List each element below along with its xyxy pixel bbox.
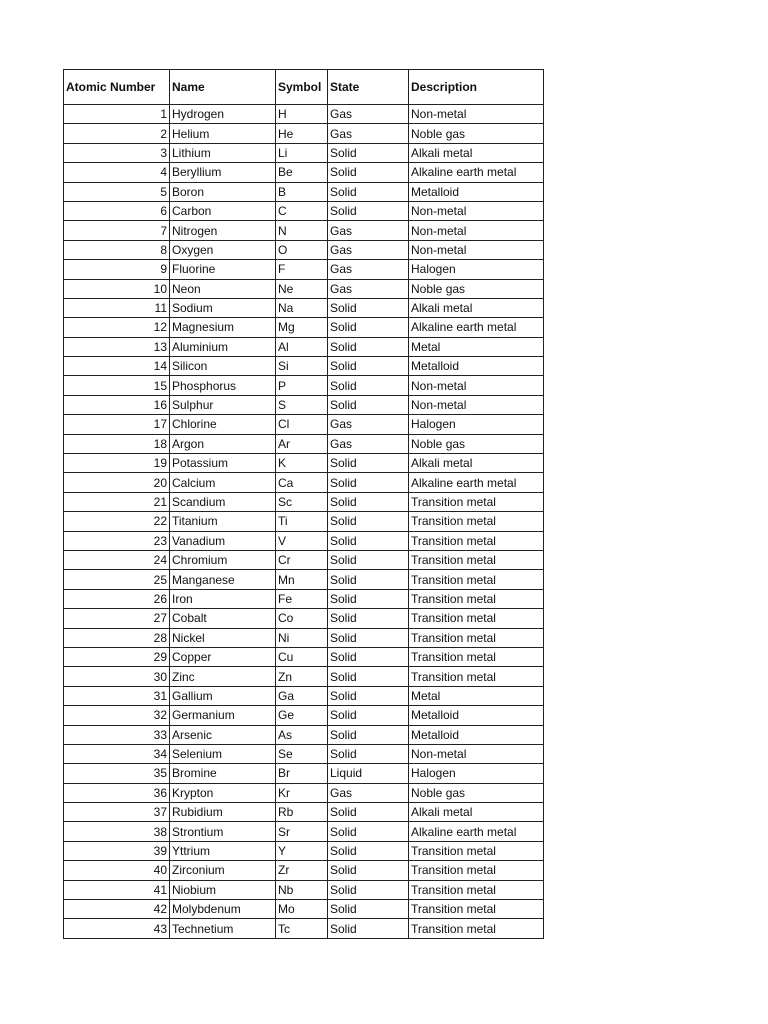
atomic-number-cell: 36 [64, 783, 170, 802]
description-cell: Transition metal [409, 512, 544, 531]
state-cell: Gas [328, 124, 409, 143]
table-row [64, 609, 544, 628]
table-row [64, 647, 544, 666]
table-row [64, 143, 544, 162]
atomic-number-cell: 22 [64, 512, 170, 531]
state-cell: Solid [328, 861, 409, 880]
atomic-number-cell: 25 [64, 570, 170, 589]
name-cell: Sulphur [170, 395, 276, 414]
description-cell: Transition metal [409, 609, 544, 628]
description-cell: Metalloid [409, 357, 544, 376]
name-cell: Chromium [170, 550, 276, 569]
table-row [64, 434, 544, 453]
symbol-cell: B [276, 182, 328, 201]
atomic-number-cell: 6 [64, 201, 170, 220]
symbol-cell: Nb [276, 880, 328, 899]
atomic-number-cell: 15 [64, 376, 170, 395]
symbol-cell: C [276, 201, 328, 220]
symbol-cell: Sc [276, 492, 328, 511]
atomic-number-cell: 11 [64, 298, 170, 317]
table-row [64, 667, 544, 686]
name-cell: Hydrogen [170, 105, 276, 124]
description-cell: Transition metal [409, 900, 544, 919]
symbol-cell: S [276, 395, 328, 414]
description-cell: Metal [409, 337, 544, 356]
description-cell: Transition metal [409, 919, 544, 938]
name-cell: Cobalt [170, 609, 276, 628]
symbol-cell: Mn [276, 570, 328, 589]
name-cell: Copper [170, 647, 276, 666]
symbol-cell: Ge [276, 706, 328, 725]
description-cell: Transition metal [409, 550, 544, 569]
atomic-number-cell: 39 [64, 841, 170, 860]
table-row [64, 454, 544, 473]
symbol-cell: Ca [276, 473, 328, 492]
atomic-number-cell: 21 [64, 492, 170, 511]
symbol-cell: Mg [276, 318, 328, 337]
name-cell: Gallium [170, 686, 276, 705]
state-cell: Gas [328, 415, 409, 434]
description-cell: Noble gas [409, 124, 544, 143]
table-row [64, 764, 544, 783]
atomic-number-cell: 16 [64, 395, 170, 414]
atomic-number-cell: 12 [64, 318, 170, 337]
state-cell: Solid [328, 531, 409, 550]
description-cell: Transition metal [409, 880, 544, 899]
name-cell: Niobium [170, 880, 276, 899]
description-cell: Non-metal [409, 376, 544, 395]
description-cell: Transition metal [409, 531, 544, 550]
symbol-cell: Co [276, 609, 328, 628]
name-cell: Zinc [170, 667, 276, 686]
name-cell: Fluorine [170, 260, 276, 279]
table-header [64, 70, 544, 105]
symbol-cell: Tc [276, 919, 328, 938]
state-cell: Solid [328, 686, 409, 705]
state-cell: Solid [328, 803, 409, 822]
atomic-number-cell: 17 [64, 415, 170, 434]
symbol-cell: Br [276, 764, 328, 783]
name-cell: Calcium [170, 473, 276, 492]
atomic-number-cell: 27 [64, 609, 170, 628]
header-state: State [328, 70, 409, 105]
table-row [64, 531, 544, 550]
state-cell: Solid [328, 647, 409, 666]
symbol-cell: Y [276, 841, 328, 860]
state-cell: Solid [328, 473, 409, 492]
atomic-number-cell: 10 [64, 279, 170, 298]
name-cell: Silicon [170, 357, 276, 376]
description-cell: Metal [409, 686, 544, 705]
state-cell: Solid [328, 201, 409, 220]
name-cell: Vanadium [170, 531, 276, 550]
header-symbol: Symbol [276, 70, 328, 105]
symbol-cell: Li [276, 143, 328, 162]
name-cell: Scandium [170, 492, 276, 511]
symbol-cell: Be [276, 163, 328, 182]
description-cell: Alkaline earth metal [409, 163, 544, 182]
header-name: Name [170, 70, 276, 105]
table-row [64, 260, 544, 279]
table-row [64, 163, 544, 182]
atomic-number-cell: 28 [64, 628, 170, 647]
description-cell: Transition metal [409, 492, 544, 511]
atomic-number-cell: 20 [64, 473, 170, 492]
state-cell: Solid [328, 744, 409, 763]
name-cell: Lithium [170, 143, 276, 162]
symbol-cell: Cu [276, 647, 328, 666]
name-cell: Germanium [170, 706, 276, 725]
state-cell: Solid [328, 163, 409, 182]
description-cell: Metalloid [409, 182, 544, 201]
symbol-cell: O [276, 240, 328, 259]
state-cell: Solid [328, 667, 409, 686]
description-cell: Alkali metal [409, 803, 544, 822]
atomic-number-cell: 43 [64, 919, 170, 938]
symbol-cell: Ar [276, 434, 328, 453]
symbol-cell: Na [276, 298, 328, 317]
table-row [64, 744, 544, 763]
symbol-cell: Zr [276, 861, 328, 880]
state-cell: Gas [328, 434, 409, 453]
description-cell: Non-metal [409, 744, 544, 763]
table-row [64, 240, 544, 259]
symbol-cell: Ti [276, 512, 328, 531]
atomic-number-cell: 7 [64, 221, 170, 240]
header-atomic-number: Atomic Number [64, 70, 170, 105]
atomic-number-cell: 32 [64, 706, 170, 725]
table-row [64, 279, 544, 298]
symbol-cell: Cr [276, 550, 328, 569]
name-cell: Neon [170, 279, 276, 298]
symbol-cell: F [276, 260, 328, 279]
state-cell: Solid [328, 318, 409, 337]
table-row [64, 841, 544, 860]
symbol-cell: Mo [276, 900, 328, 919]
state-cell: Solid [328, 376, 409, 395]
state-cell: Solid [328, 609, 409, 628]
symbol-cell: Ga [276, 686, 328, 705]
state-cell: Solid [328, 337, 409, 356]
symbol-cell: Ne [276, 279, 328, 298]
description-cell: Transition metal [409, 628, 544, 647]
name-cell: Sodium [170, 298, 276, 317]
state-cell: Gas [328, 279, 409, 298]
table-row [64, 822, 544, 841]
name-cell: Rubidium [170, 803, 276, 822]
table-row [64, 221, 544, 240]
atomic-number-cell: 8 [64, 240, 170, 259]
atomic-number-cell: 24 [64, 550, 170, 569]
table-row [64, 628, 544, 647]
atomic-number-cell: 30 [64, 667, 170, 686]
state-cell: Solid [328, 492, 409, 511]
table-row [64, 124, 544, 143]
table-row [64, 880, 544, 899]
atomic-number-cell: 13 [64, 337, 170, 356]
state-cell: Solid [328, 880, 409, 899]
description-cell: Transition metal [409, 861, 544, 880]
atomic-number-cell: 18 [64, 434, 170, 453]
table-row [64, 725, 544, 744]
symbol-cell: P [276, 376, 328, 395]
header-description: Description [409, 70, 544, 105]
state-cell: Solid [328, 550, 409, 569]
state-cell: Solid [328, 454, 409, 473]
state-cell: Solid [328, 628, 409, 647]
table-row [64, 550, 544, 569]
state-cell: Solid [328, 589, 409, 608]
atomic-number-cell: 41 [64, 880, 170, 899]
name-cell: Boron [170, 182, 276, 201]
table-row [64, 376, 544, 395]
state-cell: Solid [328, 706, 409, 725]
table-row [64, 919, 544, 938]
state-cell: Solid [328, 900, 409, 919]
description-cell: Noble gas [409, 279, 544, 298]
name-cell: Aluminium [170, 337, 276, 356]
name-cell: Selenium [170, 744, 276, 763]
table-row [64, 105, 544, 124]
atomic-number-cell: 26 [64, 589, 170, 608]
table-row [64, 900, 544, 919]
description-cell: Transition metal [409, 570, 544, 589]
atomic-number-cell: 19 [64, 454, 170, 473]
state-cell: Solid [328, 357, 409, 376]
atomic-number-cell: 37 [64, 803, 170, 822]
state-cell: Solid [328, 182, 409, 201]
table-row [64, 298, 544, 317]
description-cell: Non-metal [409, 201, 544, 220]
description-cell: Metalloid [409, 706, 544, 725]
symbol-cell: Fe [276, 589, 328, 608]
name-cell: Magnesium [170, 318, 276, 337]
symbol-cell: Zn [276, 667, 328, 686]
name-cell: Titanium [170, 512, 276, 531]
symbol-cell: Rb [276, 803, 328, 822]
state-cell: Solid [328, 570, 409, 589]
symbol-cell: Cl [276, 415, 328, 434]
symbol-cell: V [276, 531, 328, 550]
name-cell: Chlorine [170, 415, 276, 434]
table-row [64, 861, 544, 880]
atomic-number-cell: 5 [64, 182, 170, 201]
atomic-number-cell: 9 [64, 260, 170, 279]
atomic-number-cell: 1 [64, 105, 170, 124]
symbol-cell: Se [276, 744, 328, 763]
table-body [64, 105, 544, 939]
description-cell: Transition metal [409, 841, 544, 860]
table-row [64, 201, 544, 220]
atomic-number-cell: 29 [64, 647, 170, 666]
description-cell: Alkali metal [409, 454, 544, 473]
table-row [64, 357, 544, 376]
name-cell: Helium [170, 124, 276, 143]
name-cell: Nitrogen [170, 221, 276, 240]
name-cell: Potassium [170, 454, 276, 473]
table-row [64, 706, 544, 725]
name-cell: Molybdenum [170, 900, 276, 919]
table-row [64, 589, 544, 608]
state-cell: Gas [328, 240, 409, 259]
description-cell: Alkali metal [409, 143, 544, 162]
atomic-number-cell: 34 [64, 744, 170, 763]
name-cell: Carbon [170, 201, 276, 220]
symbol-cell: He [276, 124, 328, 143]
description-cell: Non-metal [409, 240, 544, 259]
elements-table [63, 69, 544, 939]
description-cell: Halogen [409, 415, 544, 434]
name-cell: Argon [170, 434, 276, 453]
state-cell: Gas [328, 783, 409, 802]
atomic-number-cell: 42 [64, 900, 170, 919]
table-row [64, 512, 544, 531]
header-row [64, 70, 544, 105]
description-cell: Alkali metal [409, 298, 544, 317]
description-cell: Transition metal [409, 667, 544, 686]
atomic-number-cell: 35 [64, 764, 170, 783]
name-cell: Bromine [170, 764, 276, 783]
name-cell: Krypton [170, 783, 276, 802]
symbol-cell: Kr [276, 783, 328, 802]
state-cell: Gas [328, 105, 409, 124]
name-cell: Nickel [170, 628, 276, 647]
symbol-cell: Si [276, 357, 328, 376]
atomic-number-cell: 3 [64, 143, 170, 162]
symbol-cell: Sr [276, 822, 328, 841]
symbol-cell: N [276, 221, 328, 240]
description-cell: Noble gas [409, 783, 544, 802]
table-row [64, 182, 544, 201]
name-cell: Technetium [170, 919, 276, 938]
name-cell: Manganese [170, 570, 276, 589]
state-cell: Solid [328, 822, 409, 841]
symbol-cell: As [276, 725, 328, 744]
description-cell: Halogen [409, 764, 544, 783]
symbol-cell: K [276, 454, 328, 473]
description-cell: Non-metal [409, 105, 544, 124]
table-row [64, 395, 544, 414]
table-row [64, 686, 544, 705]
name-cell: Beryllium [170, 163, 276, 182]
atomic-number-cell: 33 [64, 725, 170, 744]
name-cell: Oxygen [170, 240, 276, 259]
description-cell: Noble gas [409, 434, 544, 453]
symbol-cell: Ni [276, 628, 328, 647]
atomic-number-cell: 40 [64, 861, 170, 880]
state-cell: Solid [328, 512, 409, 531]
table-row [64, 318, 544, 337]
description-cell: Non-metal [409, 221, 544, 240]
name-cell: Strontium [170, 822, 276, 841]
description-cell: Transition metal [409, 647, 544, 666]
description-cell: Alkaline earth metal [409, 318, 544, 337]
name-cell: Arsenic [170, 725, 276, 744]
state-cell: Solid [328, 725, 409, 744]
table-row [64, 570, 544, 589]
name-cell: Yttrium [170, 841, 276, 860]
symbol-cell: Al [276, 337, 328, 356]
description-cell: Metalloid [409, 725, 544, 744]
table-row [64, 492, 544, 511]
atomic-number-cell: 4 [64, 163, 170, 182]
name-cell: Iron [170, 589, 276, 608]
description-cell: Transition metal [409, 589, 544, 608]
table-row [64, 415, 544, 434]
table-row [64, 783, 544, 802]
table-row [64, 803, 544, 822]
description-cell: Alkaline earth metal [409, 473, 544, 492]
state-cell: Solid [328, 143, 409, 162]
atomic-number-cell: 2 [64, 124, 170, 143]
atomic-number-cell: 23 [64, 531, 170, 550]
state-cell: Gas [328, 260, 409, 279]
atomic-number-cell: 38 [64, 822, 170, 841]
description-cell: Non-metal [409, 395, 544, 414]
state-cell: Solid [328, 298, 409, 317]
state-cell: Solid [328, 841, 409, 860]
state-cell: Solid [328, 395, 409, 414]
atomic-number-cell: 31 [64, 686, 170, 705]
state-cell: Solid [328, 919, 409, 938]
table-row [64, 337, 544, 356]
symbol-cell: H [276, 105, 328, 124]
name-cell: Phosphorus [170, 376, 276, 395]
name-cell: Zirconium [170, 861, 276, 880]
description-cell: Halogen [409, 260, 544, 279]
state-cell: Gas [328, 221, 409, 240]
state-cell: Liquid [328, 764, 409, 783]
atomic-number-cell: 14 [64, 357, 170, 376]
description-cell: Alkaline earth metal [409, 822, 544, 841]
table-row [64, 473, 544, 492]
